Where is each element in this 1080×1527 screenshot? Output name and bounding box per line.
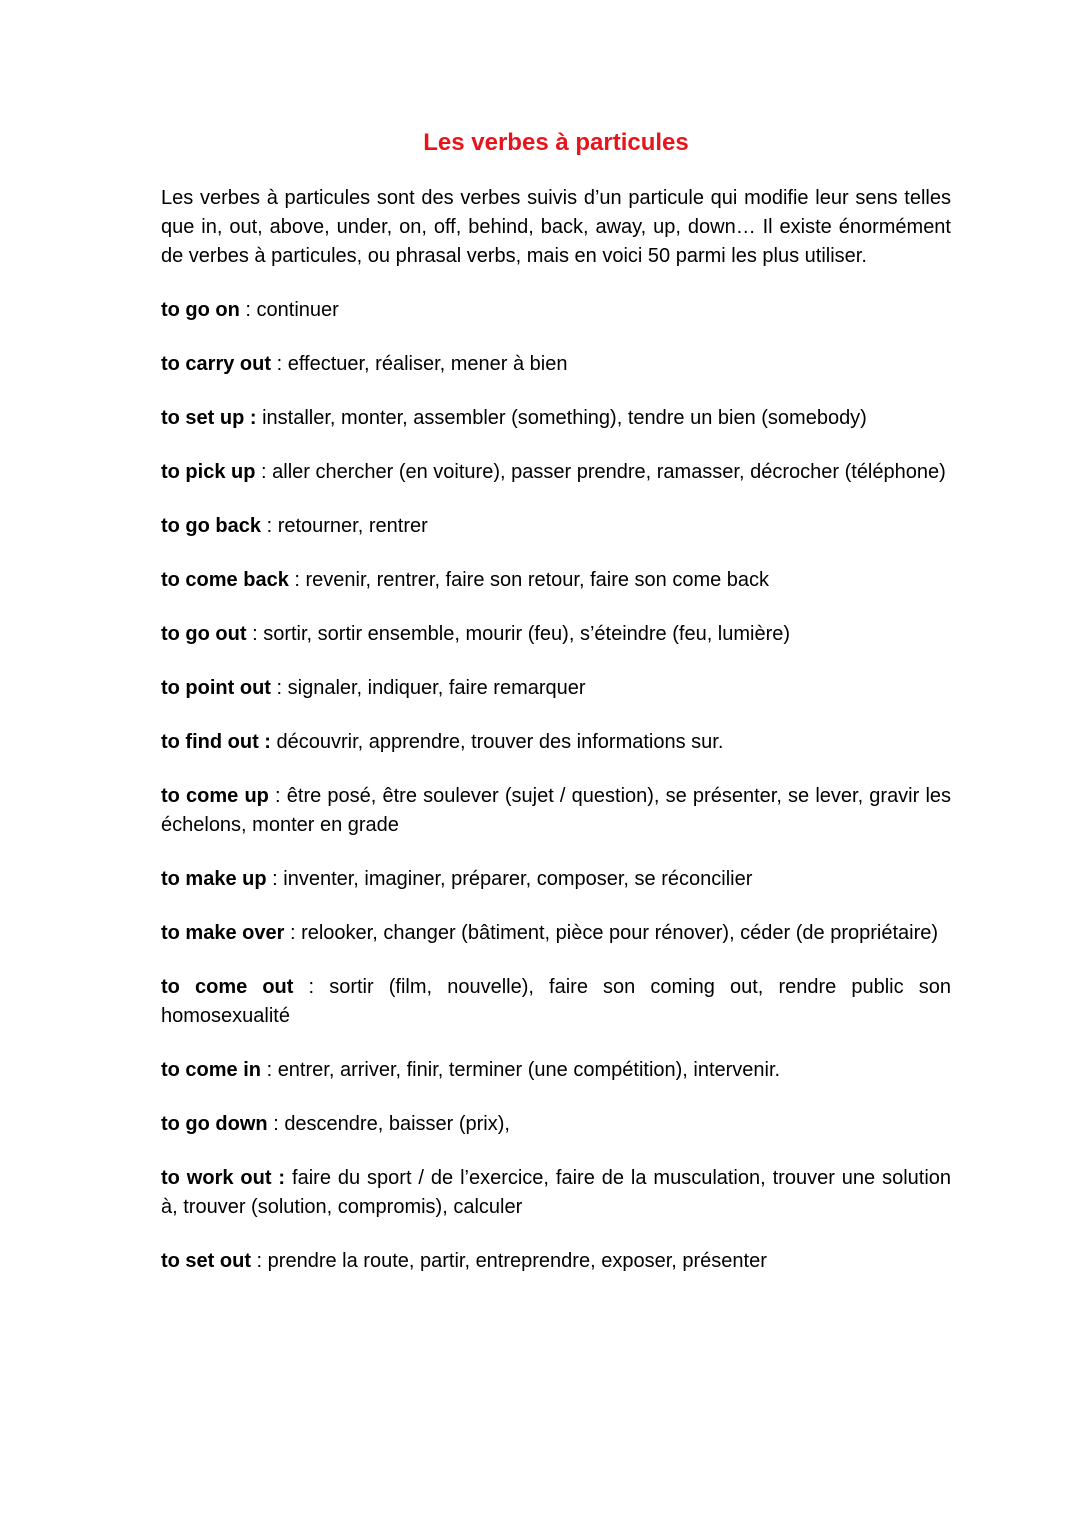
phrasal-verb: to set out bbox=[161, 1250, 251, 1272]
phrasal-verb-entry bbox=[161, 1056, 951, 1085]
verb-meaning: découvrir, apprendre, trouver des informations sur. bbox=[276, 731, 724, 753]
phrasal-verb: to come up bbox=[161, 785, 269, 807]
phrasal-verb-entry bbox=[161, 350, 951, 379]
phrasal-verb-entry bbox=[161, 566, 951, 595]
phrasal-verb: to make over bbox=[161, 922, 285, 944]
separator: : bbox=[268, 785, 287, 807]
phrasal-verb-entry bbox=[161, 512, 951, 541]
phrasal-verb-entry bbox=[161, 404, 951, 433]
phrasal-verb: to go back bbox=[161, 515, 262, 537]
verb-meaning: aller chercher (en voiture), passer prendre, ramasser, décrocher (téléphone) bbox=[272, 461, 946, 483]
separator: : bbox=[284, 922, 302, 944]
verb-meaning: relooker, changer (bâtiment, pièce pour rénover), céder (de propriétaire) bbox=[301, 922, 939, 944]
verb-meaning: signaler, indiquer, faire remarquer bbox=[287, 677, 586, 699]
phrasal-verb: to find out : bbox=[161, 731, 271, 753]
verb-meaning: sortir (film, nouvelle), faire son coming out, rendre public son homosexualité bbox=[161, 976, 951, 1027]
phrasal-verb-entry bbox=[161, 1164, 951, 1222]
document-page bbox=[161, 126, 951, 1301]
separator: : bbox=[246, 623, 264, 645]
separator: : bbox=[261, 515, 278, 537]
separator: : bbox=[261, 1059, 278, 1081]
separator: : bbox=[239, 299, 257, 321]
phrasal-verb: to come out bbox=[161, 976, 294, 998]
separator: : bbox=[271, 353, 288, 375]
separator: : bbox=[270, 677, 288, 699]
phrasal-verb-entry bbox=[161, 1247, 951, 1276]
phrasal-verb: to pick up bbox=[161, 461, 256, 483]
separator: : bbox=[251, 1250, 268, 1272]
phrasal-verb-entry bbox=[161, 919, 951, 948]
phrasal-verb: to set up : bbox=[161, 407, 257, 429]
phrasal-verb: to work out : bbox=[161, 1167, 286, 1189]
phrasal-verb: to carry out bbox=[161, 353, 272, 375]
separator: : bbox=[293, 976, 330, 998]
document-title: Les verbes à particules bbox=[423, 129, 689, 156]
separator: : bbox=[255, 461, 273, 483]
verb-meaning: prendre la route, partir, entreprendre, exposer, présenter bbox=[267, 1250, 767, 1272]
phrasal-verb-entry bbox=[161, 782, 951, 840]
separator: : bbox=[288, 569, 306, 591]
phrasal-verb: to come in bbox=[161, 1059, 262, 1081]
verb-meaning: faire du sport / de l’exercice, faire de la musculation, trouver une solution à, trouver (solution, compromis), calculer bbox=[161, 1167, 952, 1218]
verb-meaning: effectuer, réaliser, mener à bien bbox=[287, 353, 568, 375]
verb-meaning: sortir, sortir ensemble, mourir (feu), s’éteindre (feu, lumière) bbox=[263, 623, 791, 645]
phrasal-verb-entry bbox=[161, 296, 951, 325]
phrasal-verb-entry bbox=[161, 973, 951, 1031]
phrasal-verb: to go on bbox=[161, 299, 240, 321]
verb-meaning: être posé, être soulever (sujet / question), se présenter, se lever, gravir les échelons, monter en grade bbox=[161, 785, 952, 836]
separator bbox=[285, 1167, 292, 1189]
phrasal-verb-entry bbox=[161, 458, 951, 487]
phrasal-verb-entry bbox=[161, 1110, 951, 1139]
intro-paragraph: Les verbes à particules sont des verbes suivis d’un particule qui modifie leur sens telles que in, out, above, under, on, off, behind, back, away, up, down… Il existe énormément de verbes à particules, ou phrasal verbs, mais en voici 50 parmi les plus utiliser. bbox=[161, 187, 951, 267]
separator: : bbox=[267, 1113, 285, 1135]
phrasal-verb: to make up bbox=[161, 868, 267, 890]
verb-meaning: retourner, rentrer bbox=[277, 515, 428, 537]
phrasal-verb-entry bbox=[161, 620, 951, 649]
phrasal-verb-list bbox=[161, 296, 951, 1276]
verb-meaning: inventer, imaginer, préparer, composer, se réconcilier bbox=[283, 868, 753, 890]
verb-meaning: descendre, baisser (prix), bbox=[284, 1113, 510, 1135]
verb-meaning: revenir, rentrer, faire son retour, faire son come back bbox=[305, 569, 770, 591]
verb-meaning: continuer bbox=[256, 299, 339, 321]
separator: : bbox=[266, 868, 284, 890]
phrasal-verb: to go down bbox=[161, 1113, 268, 1135]
phrasal-verb: to go out bbox=[161, 623, 247, 645]
phrasal-verb: to point out bbox=[161, 677, 271, 699]
verb-meaning: entrer, arriver, finir, terminer (une compétition), intervenir. bbox=[277, 1059, 781, 1081]
verb-meaning: installer, monter, assembler (something), tendre un bien (somebody) bbox=[262, 407, 867, 429]
phrasal-verb-entry bbox=[161, 674, 951, 703]
phrasal-verb-entry bbox=[161, 728, 951, 757]
phrasal-verb-entry bbox=[161, 865, 951, 894]
phrasal-verb: to come back bbox=[161, 569, 289, 591]
